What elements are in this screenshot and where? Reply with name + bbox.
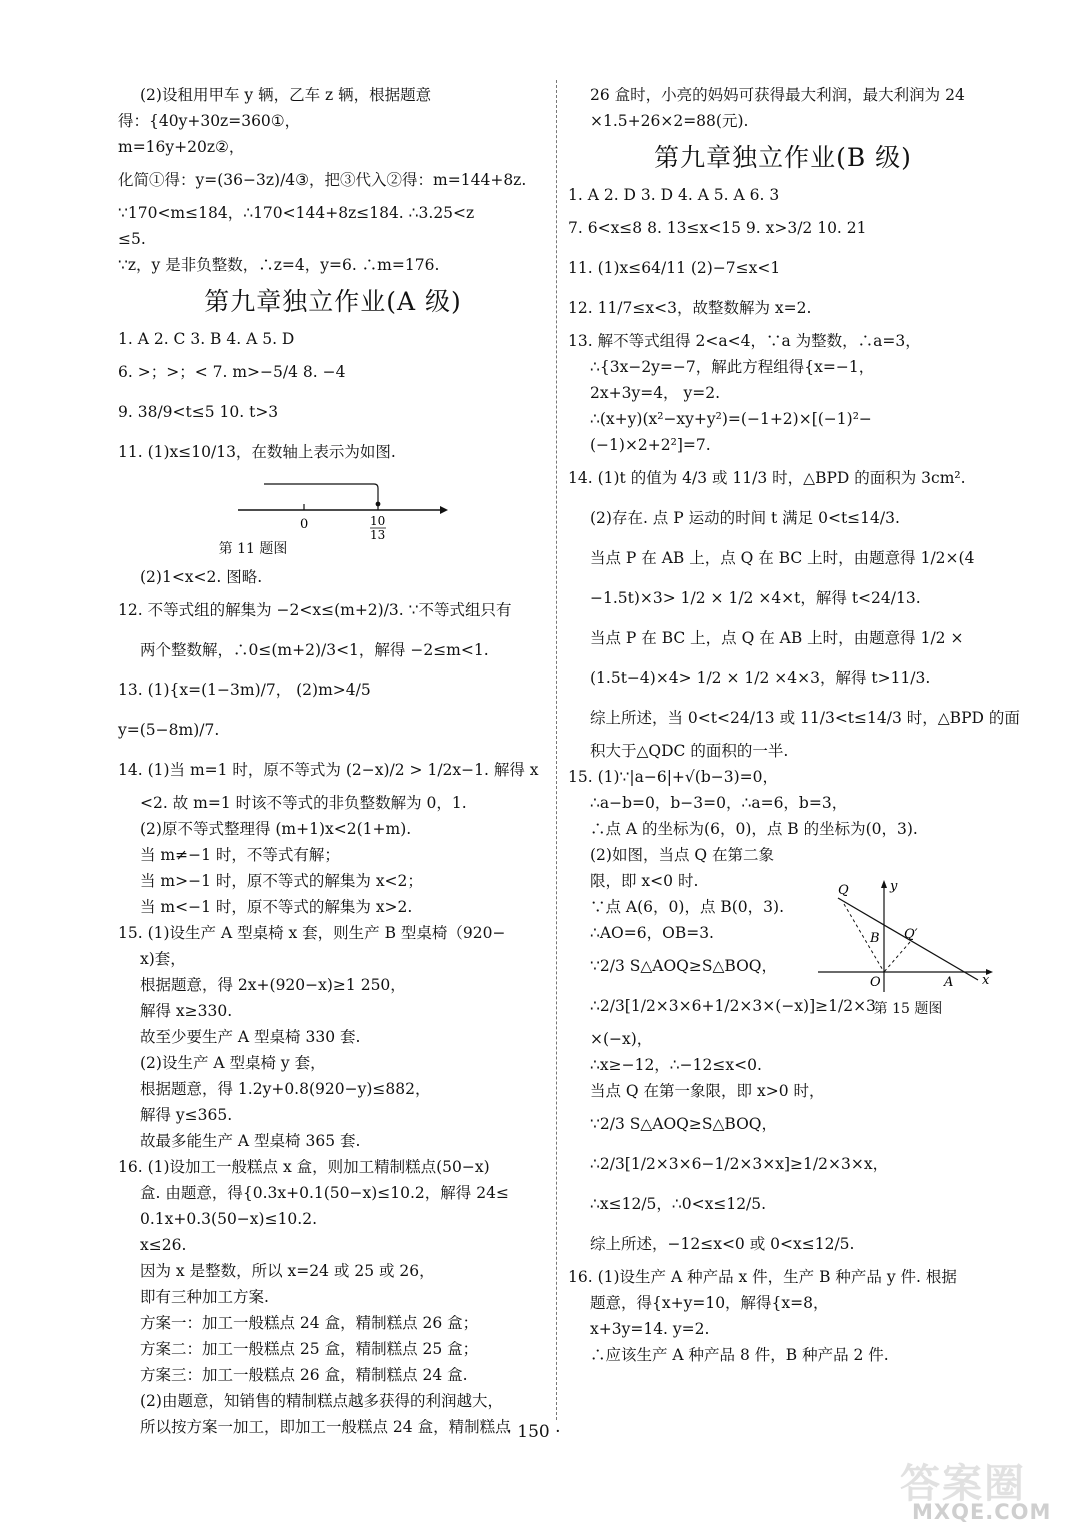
watermark-logo: 答案圈	[900, 1461, 1026, 1507]
page-number: · 150 ·	[506, 1422, 561, 1442]
answer-line: 根据题意，得 2x+(920−x)≥1 250，	[140, 976, 406, 994]
right-column	[568, 82, 1020, 1368]
answer-line: ∴{3x−2y=−7，解此方程组得{x=−1，	[590, 358, 875, 376]
answer-line: 当 m≠−1 时，不等式有解；	[140, 846, 340, 864]
answer-line: ∴2/3[1/2×3×6+1/2×3×(−x)]≥1/2×3	[590, 997, 876, 1015]
answer-line: ∴a−b=0，b−3=0，∴a=6，b=3，	[590, 794, 848, 812]
answer-line: ×1.5+26×2=88(元).	[590, 112, 749, 130]
answer-line: (2)设生产 A 型桌椅 y 套，	[140, 1054, 326, 1072]
answer-line: 故最多能生产 A 型桌椅 365 套.	[140, 1132, 361, 1150]
answer-line: (−1)×2+2²]=7.	[590, 436, 711, 454]
answer-line: 两个整数解，∴0≤(m+2)/3<1，解得 −2≤m<1.	[140, 641, 489, 659]
figure-11-caption: 第 11 题图	[218, 541, 288, 557]
answer-line: ∵z，y 是非负整数，∴z=4，y=6. ∴m=176.	[118, 256, 440, 274]
answer-line: 14. (1)当 m=1 时，原不等式为 (2−x)/2 > 1/2x−1. 解得 x	[118, 761, 539, 779]
answer-line: 16. (1)设生产 A 种产品 x 件，生产 B 种产品 y 件. 根据	[568, 1268, 957, 1286]
svg-text:A: A	[944, 975, 954, 990]
answer-line: 12. 不等式组的解集为 −2<x≤(m+2)/3. ∵不等式组只有	[118, 601, 512, 619]
answer-line: (2)原不等式整理得 (m+1)x<2(1+m).	[140, 820, 412, 838]
watermark-url: MXQE.COM	[912, 1500, 1052, 1524]
svg-text:Q′: Q′	[904, 927, 918, 942]
answer-line: −1.5t)×3> 1/2 × 1/2 ×4×t，解得 t<24/13.	[590, 589, 921, 607]
answer-line: ∵2/3 S△AOQ≥S△BOQ，	[590, 957, 777, 975]
answer-line: 当点 P 在 AB 上，点 Q 在 BC 上时，由题意得 1/2×(4	[590, 549, 975, 567]
section-b-block	[568, 182, 1020, 1368]
answer-line: <2. 故 m=1 时该不等式的非负整数解为 0，1.	[140, 794, 467, 812]
answer-line: 当点 P 在 BC 上，点 Q 在 AB 上时，由题意得 1/2 ×	[590, 629, 964, 647]
answer-line: 11. (1)x≤64/11 (2)−7≤x<1	[568, 259, 781, 277]
answer-line: ∴AO=6，OB=3.	[590, 924, 714, 942]
answer-line: 即有三种加工方案.	[140, 1288, 269, 1306]
answer-line: 化简①得：y=(36−3z)/4③，把③代入②得：m=144+8z.	[118, 171, 527, 189]
section-b-title: 第九章独立作业(B 级)	[654, 143, 912, 172]
figure-15-coordinate-graph	[818, 880, 998, 1017]
answer-line: 16. (1)设加工一般糕点 x 盒，则加工精制糕点(50−x)	[118, 1158, 490, 1176]
answer-line: (2)如图，当点 Q 在第二象	[590, 846, 775, 864]
answer-line: 积大于△QDC 的面积的一半.	[590, 742, 789, 760]
answer-line: ∴x≥−12，∴−12≤x<0.	[590, 1056, 762, 1074]
answer-line: 当 m<−1 时，原不等式的解集为 x>2.	[140, 898, 413, 916]
answer-line: 11. (1)x≤10/13，在数轴上表示为如图.	[118, 443, 396, 461]
answer-line: 13. 解不等式组得 2<a<4，∵a 为整数，∴a=3，	[568, 332, 921, 350]
column-divider	[556, 80, 557, 1420]
answer-line: 13. (1){x=(1−3m)/7， (2)m>4/5	[118, 681, 371, 699]
answer-line: 15. (1)∵|a−6|+√(b−3)=0，	[568, 768, 779, 786]
answer-line: x+3y=14. y=2.	[590, 1320, 710, 1338]
solid-endpoint	[376, 502, 381, 507]
answer-line: 14. (1)t 的值为 4/3 或 11/3 时，△BPD 的面积为 3cm².	[568, 469, 966, 487]
svg-text:y: y	[890, 880, 898, 894]
tick-label-denominator: 13	[370, 528, 386, 542]
answer-line: 7. 6<x≤8 8. 13≤x<15 9. x>3/2 10. 21	[568, 219, 867, 237]
section-a-block-2	[118, 564, 548, 1440]
dashed-QpO	[884, 942, 910, 972]
answer-line: 1. A 2. C 3. B 4. A 5. D	[118, 330, 295, 348]
answer-line: 盒. 由题意，得{0.3x+0.1(50−x)≤10.2，解得 24≤	[140, 1184, 509, 1202]
svg-text:Q: Q	[838, 883, 849, 898]
answer-line: 综上所述，当 0<t<24/13 或 11/3<t≤14/3 时，△BPD 的面	[590, 709, 1020, 727]
left-column	[118, 82, 548, 1440]
answer-line: 方案二：加工一般糕点 25 盒，精制糕点 25 盒；	[140, 1340, 479, 1358]
left-top-block	[118, 82, 548, 278]
answer-line: (2)设租用甲车 y 辆，乙车 z 辆，根据题意	[140, 86, 432, 104]
answer-line: (2)由题意，知销售的精制糕点越多获得的利润越大，	[140, 1392, 503, 1410]
answer-line: ∵点 A(6，0)，点 B(0，3).	[590, 898, 785, 916]
answer-line: ∴点 A 的坐标为(6，0)，点 B 的坐标为(0，3).	[590, 820, 918, 838]
answer-line: 12. 11/7≤x<3，故整数解为 x=2.	[568, 299, 812, 317]
answer-line: 当点 Q 在第一象限，即 x>0 时，	[590, 1082, 825, 1100]
svg-text:B: B	[870, 931, 880, 946]
answer-line: 6. >；>；< 7. m>−5/4 8. −4	[118, 363, 346, 381]
answer-line: 限，即 x<0 时.	[590, 872, 699, 890]
answer-line: ∵2/3 S△AOQ≥S△BOQ，	[590, 1115, 777, 1133]
answer-line: 题意，得{x+y=10，解得{x=8，	[590, 1294, 829, 1312]
answer-line: 解得 x≥330.	[140, 1002, 233, 1020]
answer-line: x≤26.	[140, 1236, 187, 1254]
answer-line: 综上所述，−12≤x<0 或 0<x≤12/5.	[590, 1235, 855, 1253]
solution-ray	[264, 484, 378, 502]
answer-line: 26 盒时，小亮的妈妈可获得最大利润，最大利润为 24	[590, 86, 965, 104]
number-line-svg	[118, 472, 548, 542]
right-top-block	[568, 82, 998, 134]
answer-line: 9. 38/9<t≤5 10. t>3	[118, 403, 279, 421]
answer-line: (2)1<x<2. 图略.	[140, 568, 263, 586]
number-line-arrow	[440, 506, 448, 514]
answer-line: (1.5t−4)×4> 1/2 × 1/2 ×4×3，解得 t>11/3.	[590, 669, 931, 687]
answer-line: 所以按方案一加工，即加工一般糕点 24 盒，精制糕点	[140, 1418, 511, 1436]
answer-line: x)套，	[140, 950, 186, 968]
section-a-title: 第九章独立作业(A 级)	[204, 287, 462, 316]
figure-15-caption: 第 15 题图	[873, 1001, 943, 1017]
answer-line: 得：{40y+30z=360①，	[118, 112, 301, 130]
tick-label-numerator: 10	[370, 514, 386, 528]
answer-line: y=(5−8m)/7.	[118, 721, 220, 739]
answer-line: (2)存在. 点 P 运动的时间 t 满足 0<t≤14/3.	[590, 509, 900, 527]
svg-text:x: x	[982, 973, 990, 988]
answer-line: 故至少要生产 A 型桌椅 330 套.	[140, 1028, 361, 1046]
answer-line: ∵170<m≤184，∴170<144+8z≤184. ∴3.25<z	[118, 204, 475, 222]
answer-line: 当 m>−1 时，原不等式的解集为 x<2；	[140, 872, 423, 890]
answer-line: ∴应该生产 A 种产品 8 件，B 种产品 2 件.	[590, 1346, 889, 1364]
answer-line: 方案一：加工一般糕点 24 盒，精制糕点 26 盒；	[140, 1314, 479, 1332]
section-a-block-1	[118, 326, 548, 472]
figure-15-svg	[818, 880, 998, 1000]
answer-line: 1. A 2. D 3. D 4. A 5. A 6. 3	[568, 186, 780, 204]
answer-line: m=16y+20z②，	[118, 138, 245, 156]
svg-text:O: O	[870, 975, 881, 990]
answer-line: 解得 y≤365.	[140, 1106, 233, 1124]
answer-line: ∴(x+y)(x²−xy+y²)=(−1+2)×[(−1)²−	[590, 410, 872, 428]
answer-line: 15. (1)设生产 A 型桌椅 x 套，则生产 B 型桌椅（920−	[118, 924, 506, 942]
answer-line: ×(−x)，	[590, 1030, 653, 1048]
answer-line: ∴x≤12/5，∴0<x≤12/5.	[590, 1195, 767, 1213]
answer-line: 0.1x+0.3(50−x)≤10.2.	[140, 1210, 318, 1228]
answer-line: 2x+3y=4， y=2.	[590, 384, 721, 402]
answer-line: ≤5.	[118, 230, 146, 248]
answer-line: 因为 x 是整数，所以 x=24 或 25 或 26，	[140, 1262, 435, 1280]
answer-line: 方案三：加工一般糕点 26 盒，精制糕点 24 盒.	[140, 1366, 468, 1384]
figure-11-number-line	[118, 472, 548, 564]
answer-line: 根据题意，得 1.2y+0.8(920−y)≤882，	[140, 1080, 431, 1098]
answer-line: ∴2/3[1/2×3×6−1/2×3×x]≥1/2×3×x，	[590, 1155, 889, 1173]
tick-label-zero: 0	[300, 517, 309, 532]
